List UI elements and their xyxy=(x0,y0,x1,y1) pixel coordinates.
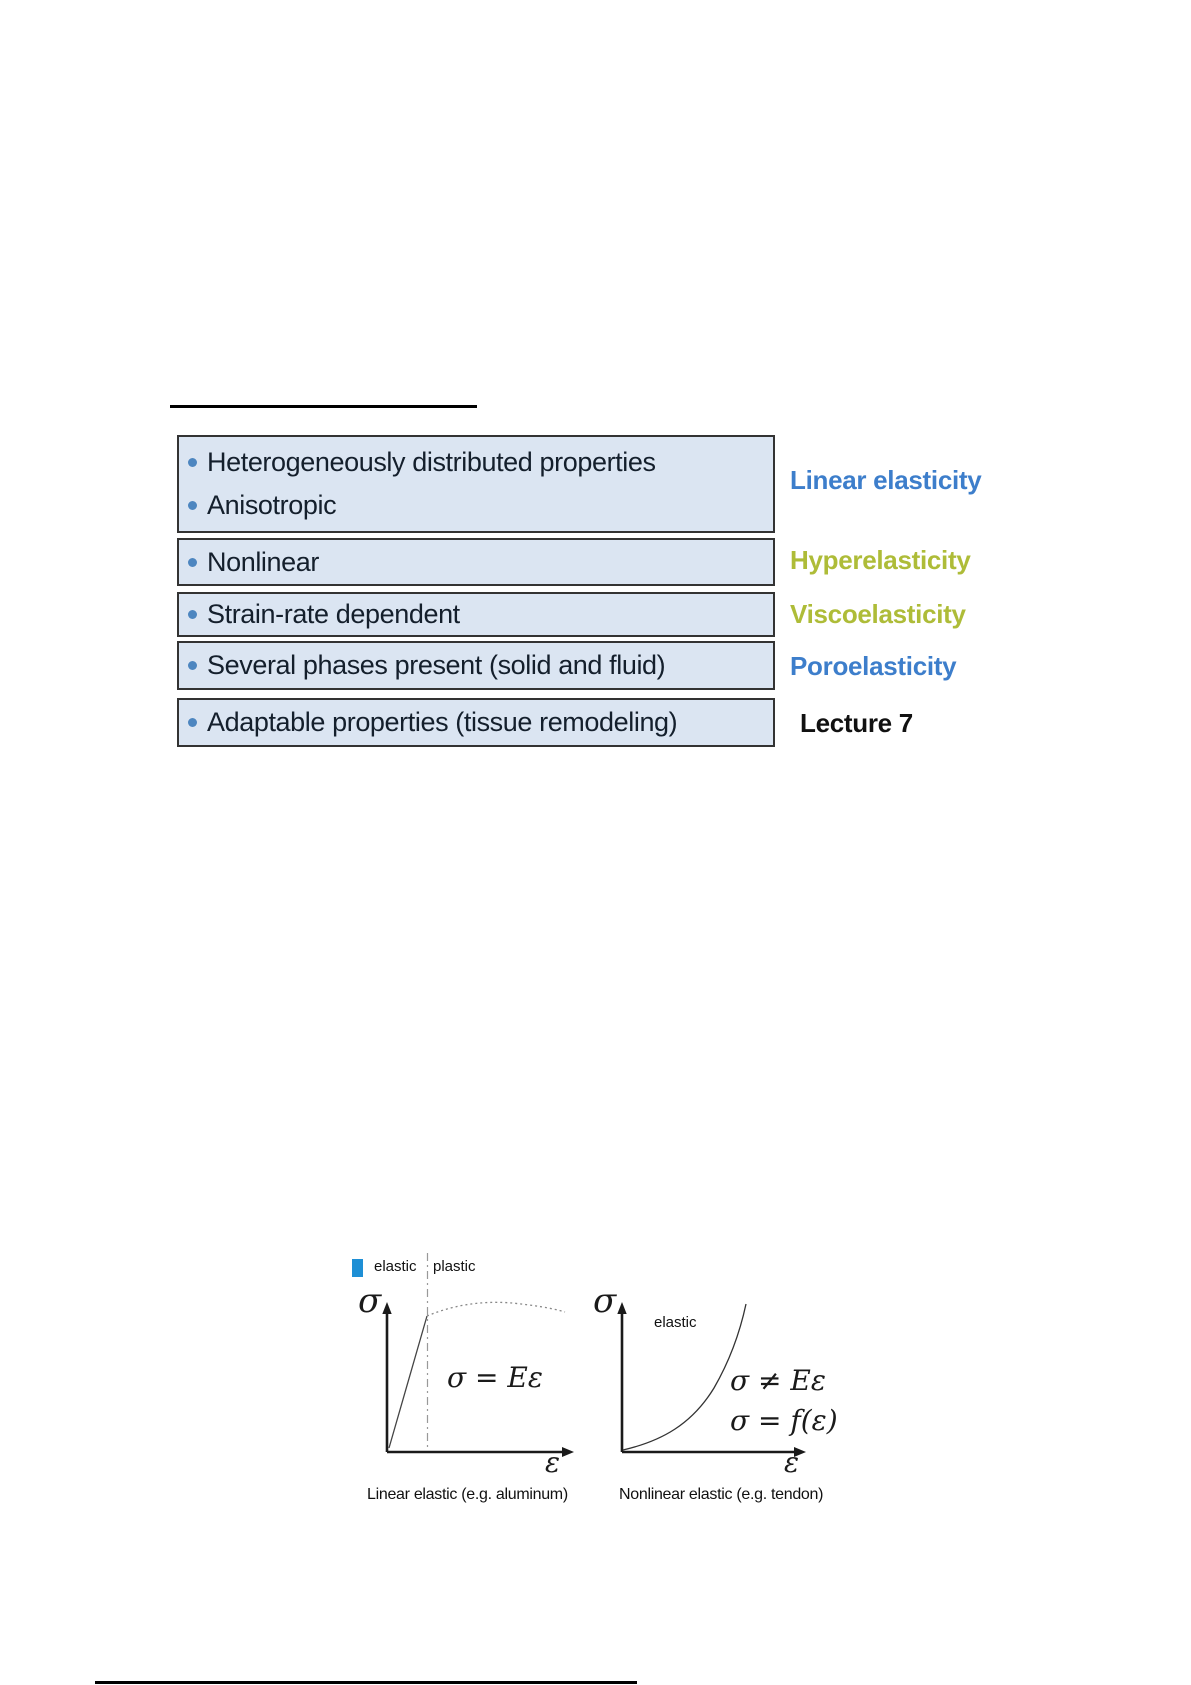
bullet-text: Heterogeneously distributed properties xyxy=(207,447,656,477)
page-bottom-rule xyxy=(95,1681,637,1684)
stress-strain-diagrams xyxy=(330,1240,840,1485)
bullet-icon xyxy=(188,558,197,567)
bullet-icon xyxy=(188,458,197,467)
property-box-phases xyxy=(177,641,775,690)
label-viscoelasticity: Viscoelasticity xyxy=(790,599,966,629)
left-elastic-line xyxy=(389,1316,427,1448)
bullet-text: Strain-rate dependent xyxy=(207,599,460,629)
property-box-adaptable xyxy=(177,698,775,747)
bullet-text: Anisotropic xyxy=(207,490,337,520)
right-epsilon-axis-label: ε xyxy=(784,1446,800,1479)
bullet-icon xyxy=(188,718,197,727)
left-sigma-axis-label: σ xyxy=(358,1281,382,1321)
right-sigma-axis-label: σ xyxy=(593,1281,617,1321)
bullet-text: Nonlinear xyxy=(207,546,319,577)
label-poroelasticity: Poroelasticity xyxy=(790,651,957,681)
bullet-line xyxy=(179,707,773,738)
left-plot-caption: Linear elastic (e.g. aluminum) xyxy=(367,1486,568,1503)
label-hyperelasticity: Hyperelasticity xyxy=(790,545,971,575)
right-equation-neq: σ ≠ Eε xyxy=(730,1364,826,1397)
right-equation-f: σ = f(ε) xyxy=(730,1404,838,1437)
right-plot-caption: Nonlinear elastic (e.g. tendon) xyxy=(619,1486,824,1503)
legend-elastic-label: elastic xyxy=(374,1258,417,1275)
label-linear-elasticity: Linear elasticity xyxy=(790,465,982,495)
left-epsilon-axis-label: ε xyxy=(545,1446,561,1479)
heading-underline xyxy=(170,405,477,408)
left-plastic-curve xyxy=(427,1302,565,1316)
bullet-line xyxy=(179,599,773,630)
property-box-heterogeneous xyxy=(177,435,775,533)
legend-plastic-label: plastic xyxy=(433,1258,476,1275)
bullet-icon xyxy=(188,610,197,619)
legend-color-swatch xyxy=(352,1259,363,1277)
bullet-line xyxy=(179,447,773,478)
bullet-line xyxy=(179,650,773,681)
bullet-icon xyxy=(188,661,197,670)
label-lecture-7: Lecture 7 xyxy=(800,708,913,738)
bullet-line xyxy=(179,547,773,578)
property-box-strain-rate xyxy=(177,592,775,637)
property-box-nonlinear xyxy=(177,538,775,586)
bullet-text: Several phases present (solid and fluid) xyxy=(207,650,666,680)
bullet-icon xyxy=(188,501,197,510)
bullet-line xyxy=(179,490,773,521)
bullet-text: Adaptable properties (tissue remodeling) xyxy=(207,707,678,737)
left-equation: σ = Eε xyxy=(447,1361,543,1394)
right-elastic-region-label: elastic xyxy=(654,1314,697,1331)
